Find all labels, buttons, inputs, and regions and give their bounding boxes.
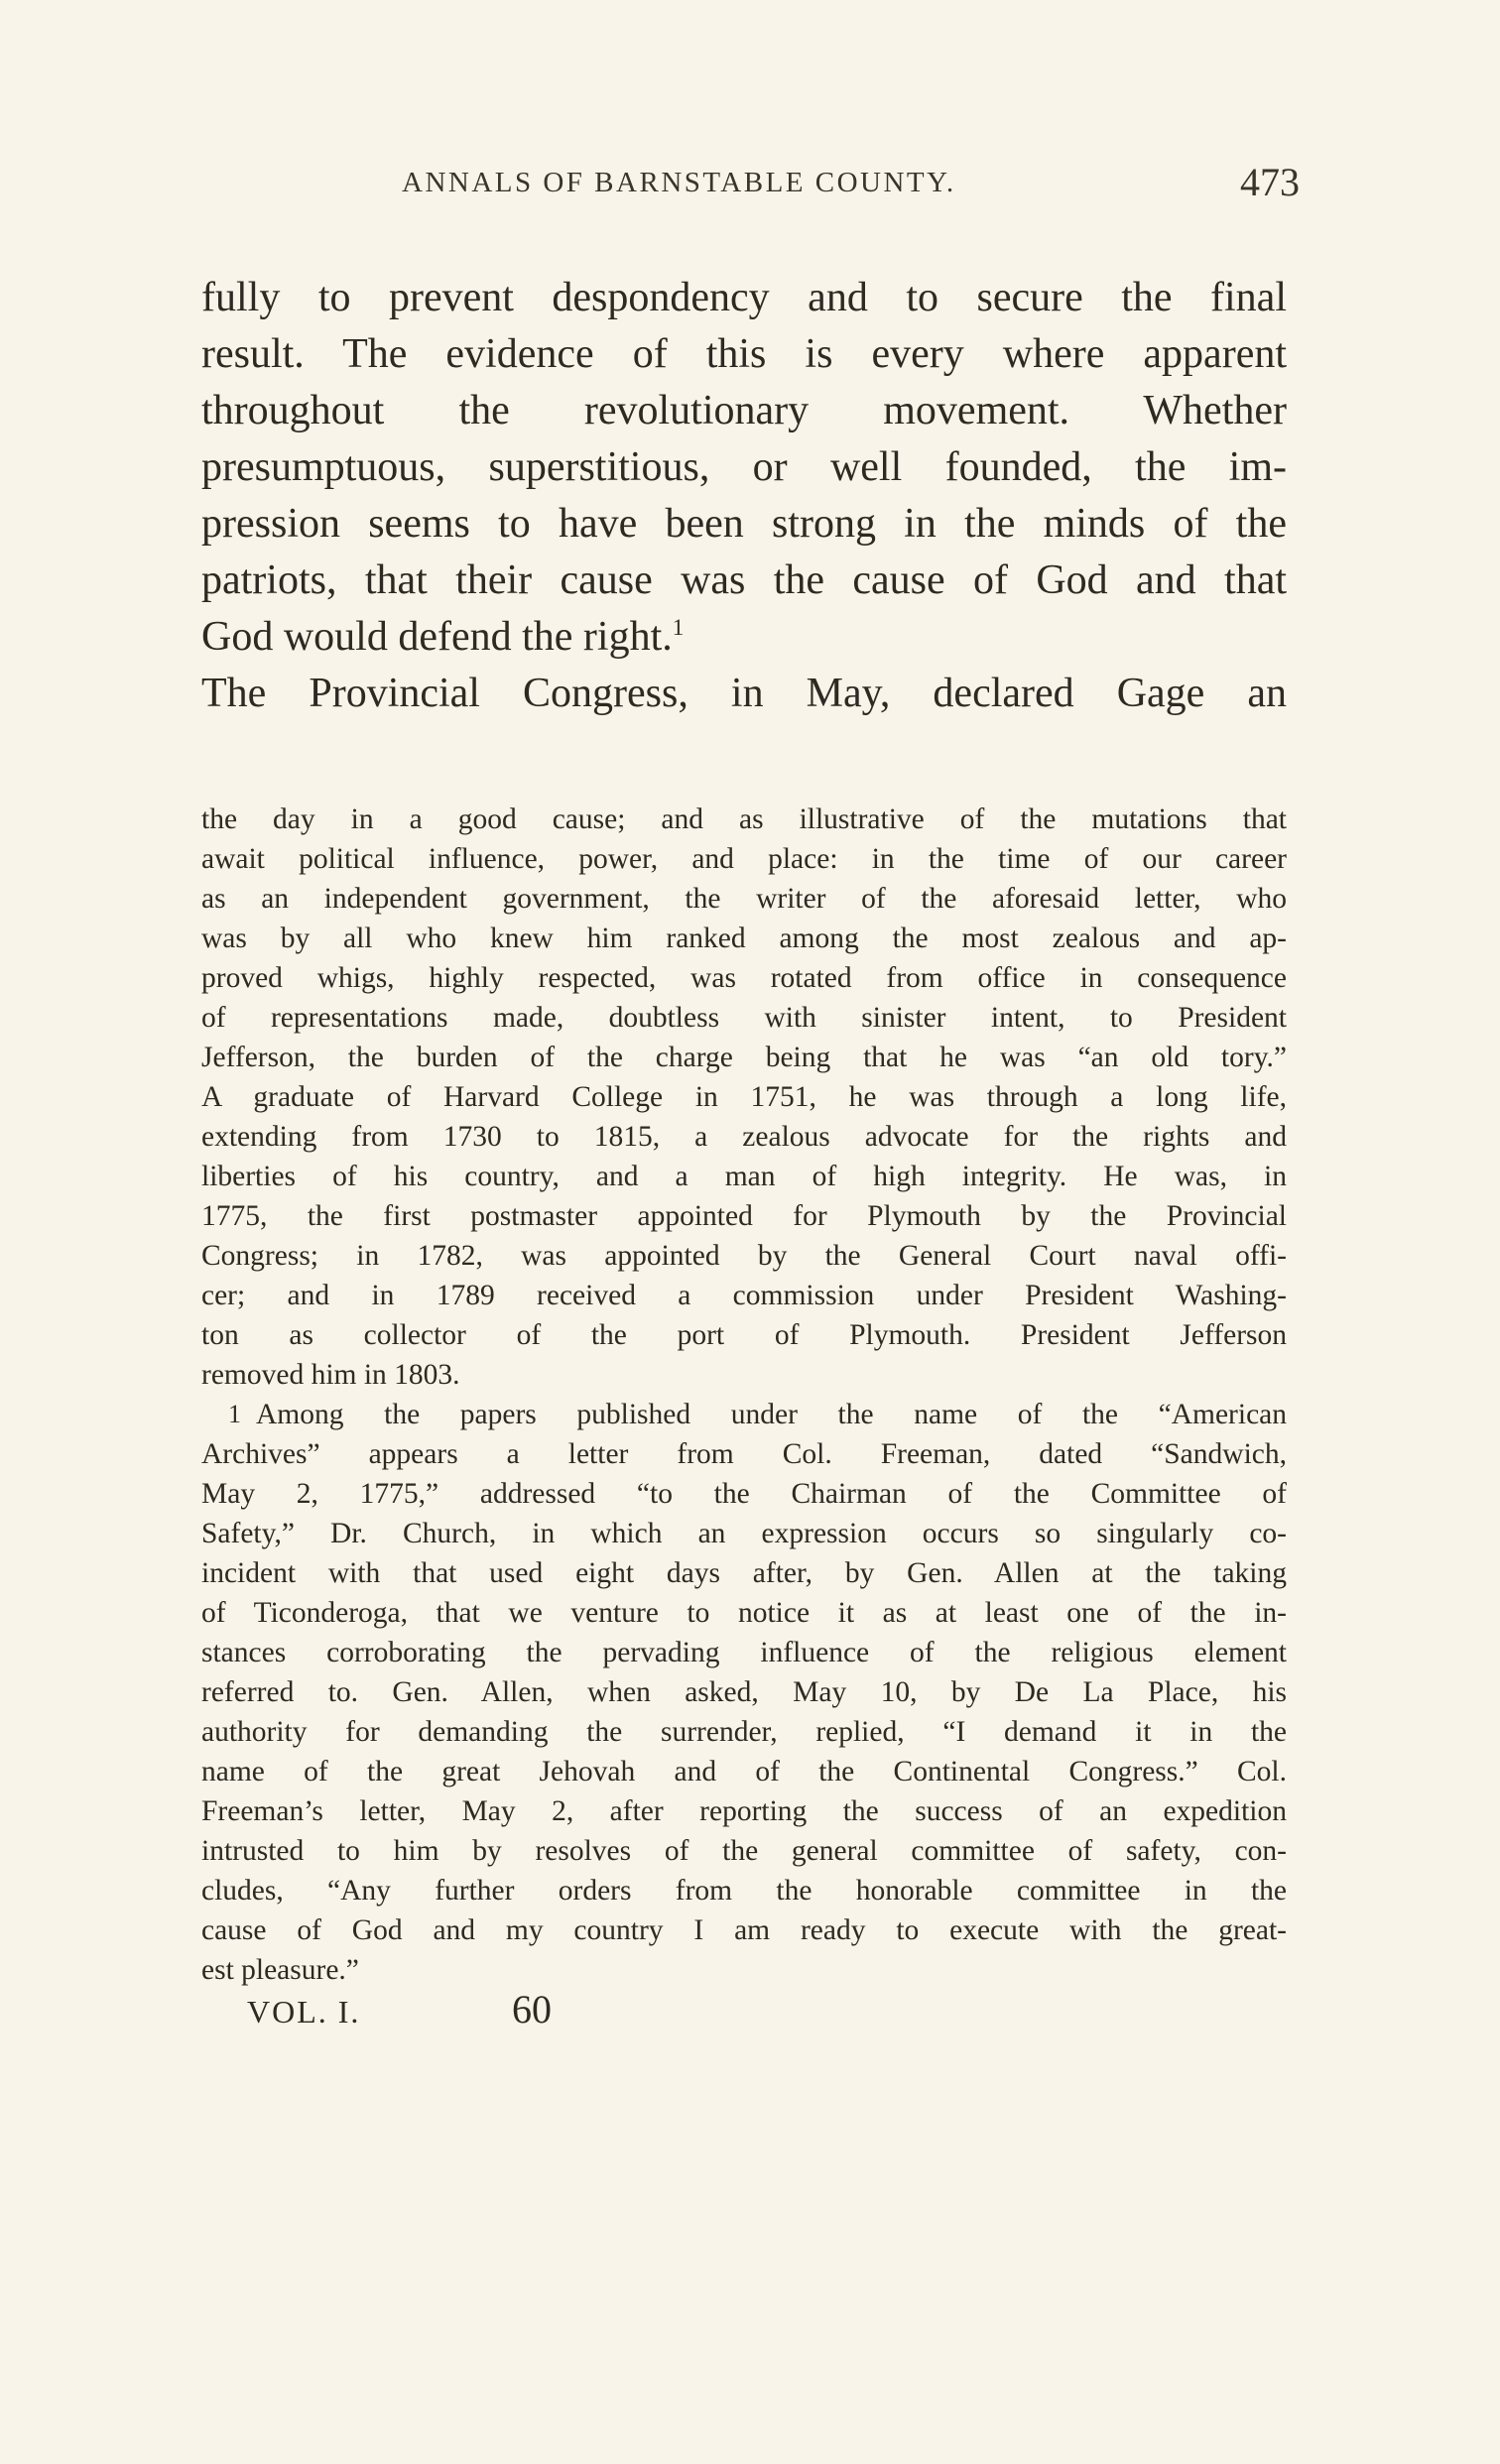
body-line: result. The evidence of this is every where apparent (201, 331, 1287, 377)
page-number: 473 (1240, 160, 1300, 204)
body-line: fully to prevent despondency and to secure the final (201, 275, 1287, 320)
footnote-line: proved whigs, highly respected, was rotated from office in consequence (201, 962, 1287, 994)
body-line: patriots, that their cause was the cause of God and that (201, 557, 1287, 603)
body-line-text: God would defend the right. (201, 614, 673, 660)
footnote-line: Safety,” Dr. Church, in which an expression occurs so singularly co- (201, 1518, 1287, 1549)
footnote-marker: 1 (228, 1400, 241, 1428)
footnote-line: Archives” appears a letter from Col. Freeman, dated “Sandwich, (201, 1438, 1287, 1470)
footnote-line: referred to. Gen. Allen, when asked, May 10, by De La Place, his (201, 1676, 1287, 1708)
footnote-line: removed him in 1803. (201, 1359, 460, 1391)
footnote-line: incident with that used eight days after, by Gen. Allen at the taking (201, 1557, 1287, 1589)
footnote-line: await political influence, power, and place: in the time of our career (201, 843, 1287, 875)
note-reference: 1 (672, 614, 685, 640)
body-line (201, 609, 1287, 665)
footnote-line: liberties of his country, and a man of high integrity. He was, in (201, 1161, 1287, 1192)
footnote-line: intrusted to him by resolves of the general committee of safety, con- (201, 1835, 1287, 1867)
body-line: presumptuous, superstitious, or well founded, the im- (201, 444, 1287, 490)
running-title: ANNALS OF BARNSTABLE COUNTY. (402, 167, 956, 198)
footnote-line: stances corroborating the pervading influence of the religious element (201, 1637, 1287, 1668)
footnote-line-text: Among the papers published under the name of the “American (256, 1399, 1287, 1430)
footnote-line: authority for demanding the surrender, replied, “I demand it in the (201, 1716, 1287, 1748)
footnote-line: Congress; in 1782, was appointed by the General Court naval offi- (201, 1240, 1287, 1272)
footnote-line: cer; and in 1789 received a commission under President Washing- (201, 1280, 1287, 1311)
footnote-line: May 2, 1775,” addressed “to the Chairman of the Committee of (201, 1478, 1287, 1510)
footnote-line: ton as collector of the port of Plymouth. President Jefferson (201, 1319, 1287, 1351)
volume-mark: VOL. I. (247, 1994, 361, 2030)
footnote-line: was by all who knew him ranked among the most zealous and ap- (201, 923, 1287, 954)
footnote-line: est pleasure.” (201, 1954, 359, 1986)
body-line-text: The Provincial Congress, in May, declared Gage an (201, 671, 1287, 716)
footnote-line: the day in a good cause; and as illustrative of the mutations that (201, 803, 1287, 835)
footnote-line: name of the great Jehovah and of the Continental Congress.” Col. (201, 1756, 1287, 1787)
body-line (201, 666, 1287, 721)
footnote-line: extending from 1730 to 1815, a zealous advocate for the rights and (201, 1121, 1287, 1153)
footnote-line: 1775, the first postmaster appointed for Plymouth by the Provincial (201, 1200, 1287, 1232)
footnote-line (228, 1395, 1287, 1434)
footnote-line: Freeman’s letter, May 2, after reporting the success of an expedition (201, 1795, 1287, 1827)
footnote-line: cause of God and my country I am ready to execute with the great- (201, 1914, 1287, 1946)
footnote-line: A graduate of Harvard College in 1751, he was through a long life, (201, 1081, 1287, 1113)
signature-mark: 60 (512, 1987, 552, 2032)
footnote-line: of representations made, doubtless with sinister intent, to President (201, 1002, 1287, 1034)
body-line: pression seems to have been strong in the minds of the (201, 501, 1287, 547)
body-line: throughout the revolutionary movement. Whether (201, 388, 1287, 433)
footnote-line: of Ticonderoga, that we venture to notice it as at least one of the in- (201, 1597, 1287, 1629)
footnote-line: Jefferson, the burden of the charge being that he was “an old tory.” (201, 1042, 1287, 1073)
footnote-line: as an independent government, the writer of the aforesaid letter, who (201, 883, 1287, 915)
footnote-line: cludes, “Any further orders from the honorable committee in the (201, 1875, 1287, 1907)
